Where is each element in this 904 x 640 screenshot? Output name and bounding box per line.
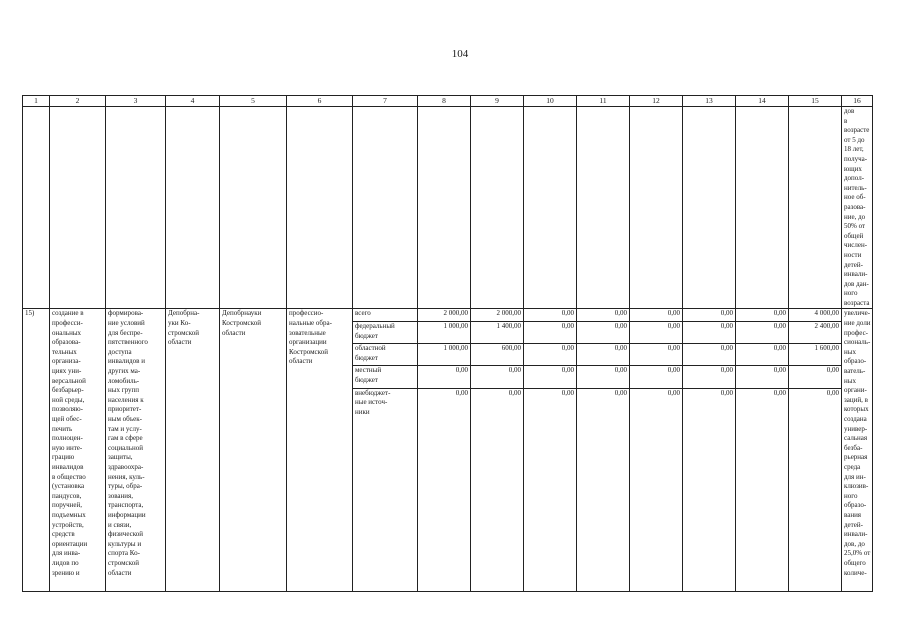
funding-value: 0,00 (720, 388, 733, 397)
funding-source-label: внебюджет- (355, 388, 391, 397)
text-line: заций, в (844, 395, 868, 404)
text-line: получа- (844, 154, 868, 163)
cont-cell-2 (50, 107, 106, 309)
text-line: информации (108, 510, 146, 519)
text-line: среда (844, 462, 861, 471)
funding-value: 0,00 (524, 309, 576, 322)
column-header-10: 10 (524, 96, 577, 107)
text-line: культуры и (108, 539, 142, 548)
text-line: нальные обра- (289, 319, 332, 328)
text-line: других ма- (108, 367, 141, 376)
text-line: ного (844, 289, 858, 298)
text-line: ватель- (844, 367, 866, 376)
text-line: области (108, 568, 132, 577)
text-line: тельных (52, 347, 77, 356)
text-line: в (844, 116, 848, 125)
text-line: поручней, (52, 501, 83, 510)
cont-cell-13 (683, 107, 736, 309)
text-line: средств (52, 530, 75, 539)
text-line: грацию (52, 453, 75, 462)
value-col-10 (524, 309, 577, 592)
text-line: ным объек- (108, 415, 142, 423)
funding-value: 600,00 (471, 344, 523, 366)
text-line: ных (844, 347, 856, 356)
text-line: дов дан- (844, 279, 869, 288)
text-line: области (168, 338, 192, 347)
text-line: 50% от (844, 222, 866, 231)
text-line: Депобрнауки (222, 309, 262, 318)
cont-cell-3 (106, 107, 166, 309)
text-line: Депобрна- (168, 309, 200, 318)
value-col-13 (683, 309, 736, 592)
text-line: детей- (844, 260, 863, 269)
text-line: защиты, (108, 453, 133, 462)
text-line: там и услу- (108, 424, 142, 433)
funding-value: 0,00 (630, 366, 682, 388)
funding-value: 1 000,00 (418, 322, 470, 344)
text-line: спорта Ко- (108, 549, 140, 558)
funding-value: 0,00 (577, 344, 629, 366)
text-line: для беспре- (108, 328, 143, 337)
text-line: вания (844, 510, 862, 519)
text-line: печить (52, 424, 73, 433)
text-line: инвали- (844, 530, 868, 539)
funding-value: 0,00 (614, 388, 627, 397)
text-line: профес- (844, 328, 869, 337)
value-col-12 (630, 309, 683, 592)
text-line: туры, обра- (108, 482, 143, 491)
program-table (22, 95, 873, 592)
funding-source-label: бюджет (355, 353, 378, 362)
funding-value: 0,00 (789, 366, 841, 388)
column-header-12: 12 (630, 96, 683, 107)
funding-value: 2 000,00 (418, 309, 470, 322)
funding-source-label: ники (355, 407, 370, 416)
text-line: населения к (108, 395, 144, 404)
funding-source-label: всего (355, 309, 371, 318)
funding-value: 1 600,00 (789, 344, 841, 366)
page-number: 104 (451, 48, 469, 60)
header-row (23, 96, 873, 107)
funding-value: 0,00 (630, 322, 682, 344)
text-line: ных (844, 376, 856, 385)
text-line: ное об- (844, 193, 866, 202)
funding-value: 0,00 (683, 366, 735, 388)
text-line: ние доли (844, 319, 871, 328)
text-line: ние условий (108, 319, 145, 328)
column-header-4: 4 (166, 96, 220, 107)
column-header-2: 2 (50, 96, 106, 107)
text-line: доступа (108, 347, 132, 356)
text-line: которых (844, 405, 869, 414)
value-col-14 (736, 309, 789, 592)
funding-value: 0,00 (577, 322, 629, 344)
participants-cell (287, 309, 353, 592)
text-line: области (289, 357, 313, 366)
text-line: физической (108, 530, 143, 539)
text-line: клюзив- (844, 482, 869, 491)
funding-value: 0,00 (736, 322, 788, 344)
funding-source-label: бюджет (355, 331, 378, 340)
responsible-executor-cell (166, 309, 220, 592)
text-line: профессио- (289, 309, 324, 318)
continuation-row (23, 107, 873, 309)
funding-value: 0,00 (577, 309, 629, 322)
text-line: зовательные (289, 328, 326, 337)
text-line: циях уни- (52, 367, 82, 376)
funding-value: 0,00 (826, 388, 839, 397)
text-line: ние, до (844, 212, 866, 221)
funding-value: 0,00 (683, 309, 735, 322)
value-col-9 (471, 309, 524, 592)
text-line: (установка (52, 482, 85, 491)
text-line: безбарьер- (52, 386, 84, 395)
text-line: нения, куль- (108, 472, 145, 481)
text-line: устройств, (52, 520, 84, 529)
column-header-14: 14 (736, 96, 789, 107)
column-header-11: 11 (577, 96, 630, 107)
funding-value: 0,00 (508, 388, 521, 397)
funding-value: 2 400,00 (789, 322, 841, 344)
funding-source (353, 309, 417, 322)
text-line: ональных (52, 328, 82, 337)
text-line: позволяю- (52, 405, 83, 414)
funding-value: 0,00 (630, 344, 682, 366)
text-line: ющих (844, 164, 862, 173)
text-line: ности (844, 250, 862, 259)
value-col-15 (789, 309, 842, 592)
text-line: организа- (52, 357, 81, 366)
text-line: дов (844, 107, 855, 115)
cont-cell-5 (220, 107, 287, 309)
table-row (23, 309, 873, 592)
text-line: стромской (108, 558, 139, 567)
funding-value: 0,00 (524, 322, 576, 344)
coexecutor-cell (220, 309, 287, 592)
text-line: ных групп (108, 386, 139, 395)
text-line: социальной (108, 443, 143, 452)
indicator-cell (842, 309, 873, 592)
text-line: формирова- (108, 309, 144, 318)
text-line: инвалидов (52, 462, 84, 471)
column-header-16: 16 (842, 96, 873, 107)
text-line: ного (844, 491, 858, 500)
funding-value: 4 000,00 (789, 309, 841, 322)
text-line: стромской (168, 328, 199, 337)
text-line: инвалидов и (108, 357, 145, 366)
funding-value: 0,00 (524, 344, 576, 366)
cont-cell-9 (471, 107, 524, 309)
cont-cell-4 (166, 107, 220, 309)
text-line: числен- (844, 241, 868, 250)
text-line: ной среды, (52, 395, 85, 404)
text-line: версальной (52, 376, 86, 385)
funding-value: 1 000,00 (418, 344, 470, 366)
text-line: детей- (844, 520, 863, 529)
value-col-11 (577, 309, 630, 592)
funding-source (353, 322, 417, 344)
text-line: организации (289, 338, 327, 347)
text-line: ную инте- (52, 443, 83, 452)
funding-value: 0,00 (455, 388, 468, 397)
text-line: Костромской (289, 347, 328, 356)
text-line: безба- (844, 443, 863, 452)
funding-source (353, 366, 417, 388)
value-col-8 (418, 309, 471, 592)
cont-cell-7 (353, 107, 418, 309)
funding-value: 0,00 (736, 344, 788, 366)
text-line: професси- (52, 319, 83, 328)
text-line: от 5 до (844, 135, 865, 144)
funding-value: 0,00 (630, 309, 682, 322)
text-line: инвали- (844, 270, 868, 279)
text-line: нитель- (844, 183, 867, 192)
column-header-15: 15 (789, 96, 842, 107)
text-line: ориентации (52, 539, 88, 548)
cont-cell-15 (789, 107, 842, 309)
cont-cell-11 (577, 107, 630, 309)
text-line: приоритет- (108, 405, 142, 414)
text-line: 18 лет, (844, 145, 864, 154)
cont-cell-14 (736, 107, 789, 309)
cont-cell-16 (842, 107, 873, 309)
text-line: создана (844, 415, 867, 423)
text-line: универ- (844, 424, 868, 433)
text-line: пятственного (108, 338, 148, 347)
cont-cell-10 (524, 107, 577, 309)
text-line: количе- (844, 568, 867, 577)
text-line: сальная (844, 434, 868, 443)
funding-value: 0,00 (773, 388, 786, 397)
column-header-13: 13 (683, 96, 736, 107)
text-line: щей обес- (52, 415, 82, 423)
measure-description-cell (106, 309, 166, 592)
column-header-5: 5 (220, 96, 287, 107)
cont-cell-12 (630, 107, 683, 309)
text-line: дов, до (844, 539, 865, 548)
text-line: допол- (844, 174, 865, 183)
text-line: в общество (52, 472, 86, 481)
text-line: гам в сфере (108, 434, 143, 443)
text-line: возрасте (844, 126, 870, 135)
column-header-7: 7 (353, 96, 418, 107)
text-line: уки Ко- (168, 319, 191, 328)
text-line: транспорта, (108, 501, 144, 510)
text-line: полноцен- (52, 434, 83, 443)
text-line: подъемных (52, 510, 86, 519)
text-line: сиональ- (844, 338, 871, 347)
funding-source-label: местный (355, 366, 382, 375)
column-header-6: 6 (287, 96, 353, 107)
text-line: общей (844, 231, 864, 240)
text-line: образо- (844, 357, 867, 366)
text-line: рьерная (844, 453, 868, 462)
funding-value: 0,00 (561, 388, 574, 397)
funding-value: 0,00 (683, 322, 735, 344)
funding-source-label: федеральный (355, 322, 395, 331)
text-line: образова- (52, 338, 81, 347)
text-line: зрению и (52, 568, 80, 577)
funding-value: 1 400,00 (471, 322, 523, 344)
column-header-1: 1 (23, 96, 50, 107)
text-line: Костромской (222, 319, 261, 328)
text-line: общего (844, 558, 866, 567)
cont-cell-1 (23, 107, 50, 309)
funding-value: 0,00 (471, 366, 523, 388)
text-line: области (222, 328, 246, 337)
text-line: для ин- (844, 472, 866, 481)
text-line: возраста (844, 298, 870, 307)
text-line: для инва- (52, 549, 81, 558)
text-line: органи- (844, 386, 867, 395)
funding-source-label: бюджет (355, 376, 378, 385)
text-line: разова- (844, 202, 866, 211)
text-line: лидов по (52, 558, 79, 567)
row-number: 15) (23, 309, 50, 592)
funding-source (353, 344, 417, 366)
text-line: зования, (108, 491, 134, 500)
text-line: и связи, (108, 520, 132, 529)
funding-value: 2 000,00 (471, 309, 523, 322)
text-line: 25,0% от (844, 549, 871, 558)
text-line: ломобиль- (108, 376, 140, 385)
column-header-8: 8 (418, 96, 471, 107)
funding-source-label: областной (355, 344, 386, 353)
funding-value: 0,00 (683, 344, 735, 366)
text-line: здравоохра- (108, 462, 144, 471)
cont-cell-6 (287, 107, 353, 309)
text-line: пандусов, (52, 491, 82, 500)
measure-name-cell (50, 309, 106, 592)
funding-source (353, 389, 417, 420)
funding-value: 0,00 (524, 366, 576, 388)
text-line: создание в (52, 309, 84, 318)
funding-source-label: ные источ- (355, 398, 388, 407)
funding-value: 0,00 (736, 366, 788, 388)
column-header-3: 3 (106, 96, 166, 107)
cont-cell-8 (418, 107, 471, 309)
funding-value: 0,00 (736, 309, 788, 322)
funding-sources-cell (353, 309, 418, 592)
text-line: образо- (844, 501, 867, 510)
text-line: увеличе- (844, 309, 871, 318)
column-header-9: 9 (471, 96, 524, 107)
funding-value: 0,00 (577, 366, 629, 388)
funding-value: 0,00 (418, 366, 470, 388)
funding-value: 0,00 (667, 388, 680, 397)
